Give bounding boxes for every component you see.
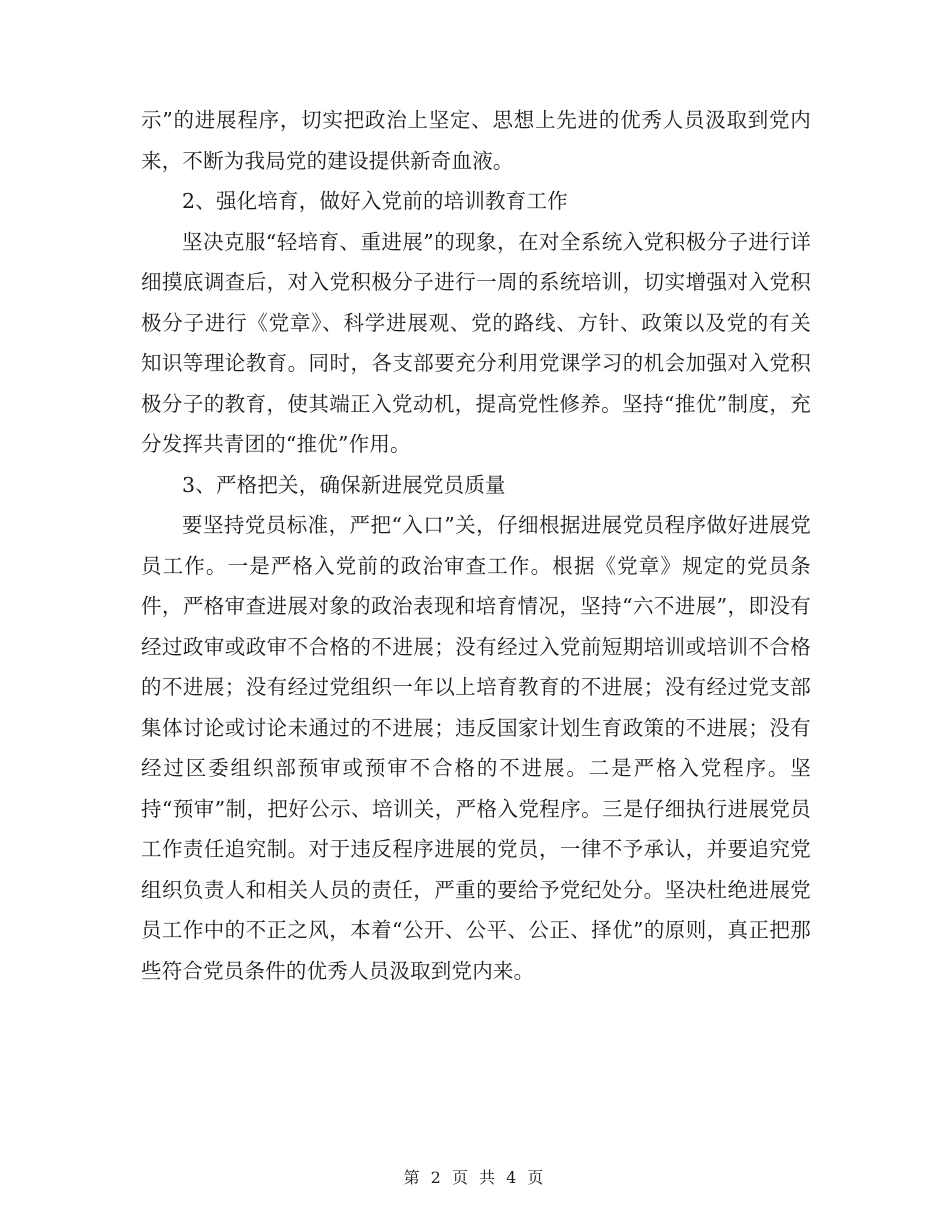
page-footer: 第 2 页 共 4 页 — [403, 1168, 547, 1187]
paragraph-training: 坚决克服“轻培育、重进展”的现象，在对全系统入党积极分子进行详细摸底调查后，对入党积极分子进行一周的系统培训，切实增强对入党积极分子进行《党章》、科学进展观、党的路线、方针、政策以及党的有关知识等理论教育。同时，各支部要充分利用党课学习的机会加强对入党积极分子的教育，使其端正入党动机，提高党性修养。坚持“推优”制度，充分发挥共青团的“推优”作用。 — [141, 229, 811, 456]
section-heading-training: 2、强化培育，做好入党前的培训教育工作 — [182, 189, 568, 213]
paragraph-quality: 要坚持党员标准，严把“入口”关，仔细根据进展党员程序做好进展党员工作。一是严格入党前的政治审查工作。根据《党章》规定的党员条件，严格审查进展对象的政治表现和培育情况，坚持“六不进展”，即没有经过政审或政审不合格的不进展；没有经过入党前短期培训或培训不合格的不进展；没有经过党组织一年以上培育教育的不进展；没有经过党支部集体讨论或讨论未通过的不进展；违反国家计划生育政策的不进展；没有经过区委组织部预审或预审不合格的不进展。二是严格入党程序。坚持“预审”制，把好公示、培训关，严格入党程序。三是仔细执行进展党员工作责任追究制。对于违反程序进展的党员，一律不予承认，并要追究党组织负责人和相关人员的责任，严重的要给予党纪处分。坚决杜绝进展党员工作中的不正之风，本着“公开、公平、公正、择优”的原则，真正把那些符合党员条件的优秀人员汲取到党内来。 — [141, 513, 811, 983]
document-body — [141, 100, 811, 991]
section-heading-quality: 3、严格把关，确保新进展党员质量 — [182, 472, 506, 497]
paragraph-continuation: 示”的进展程序，切实把政治上坚定、思想上先进的优秀人员汲取到党内来，不断为我局党的建设提供新奇血液。 — [141, 108, 811, 173]
